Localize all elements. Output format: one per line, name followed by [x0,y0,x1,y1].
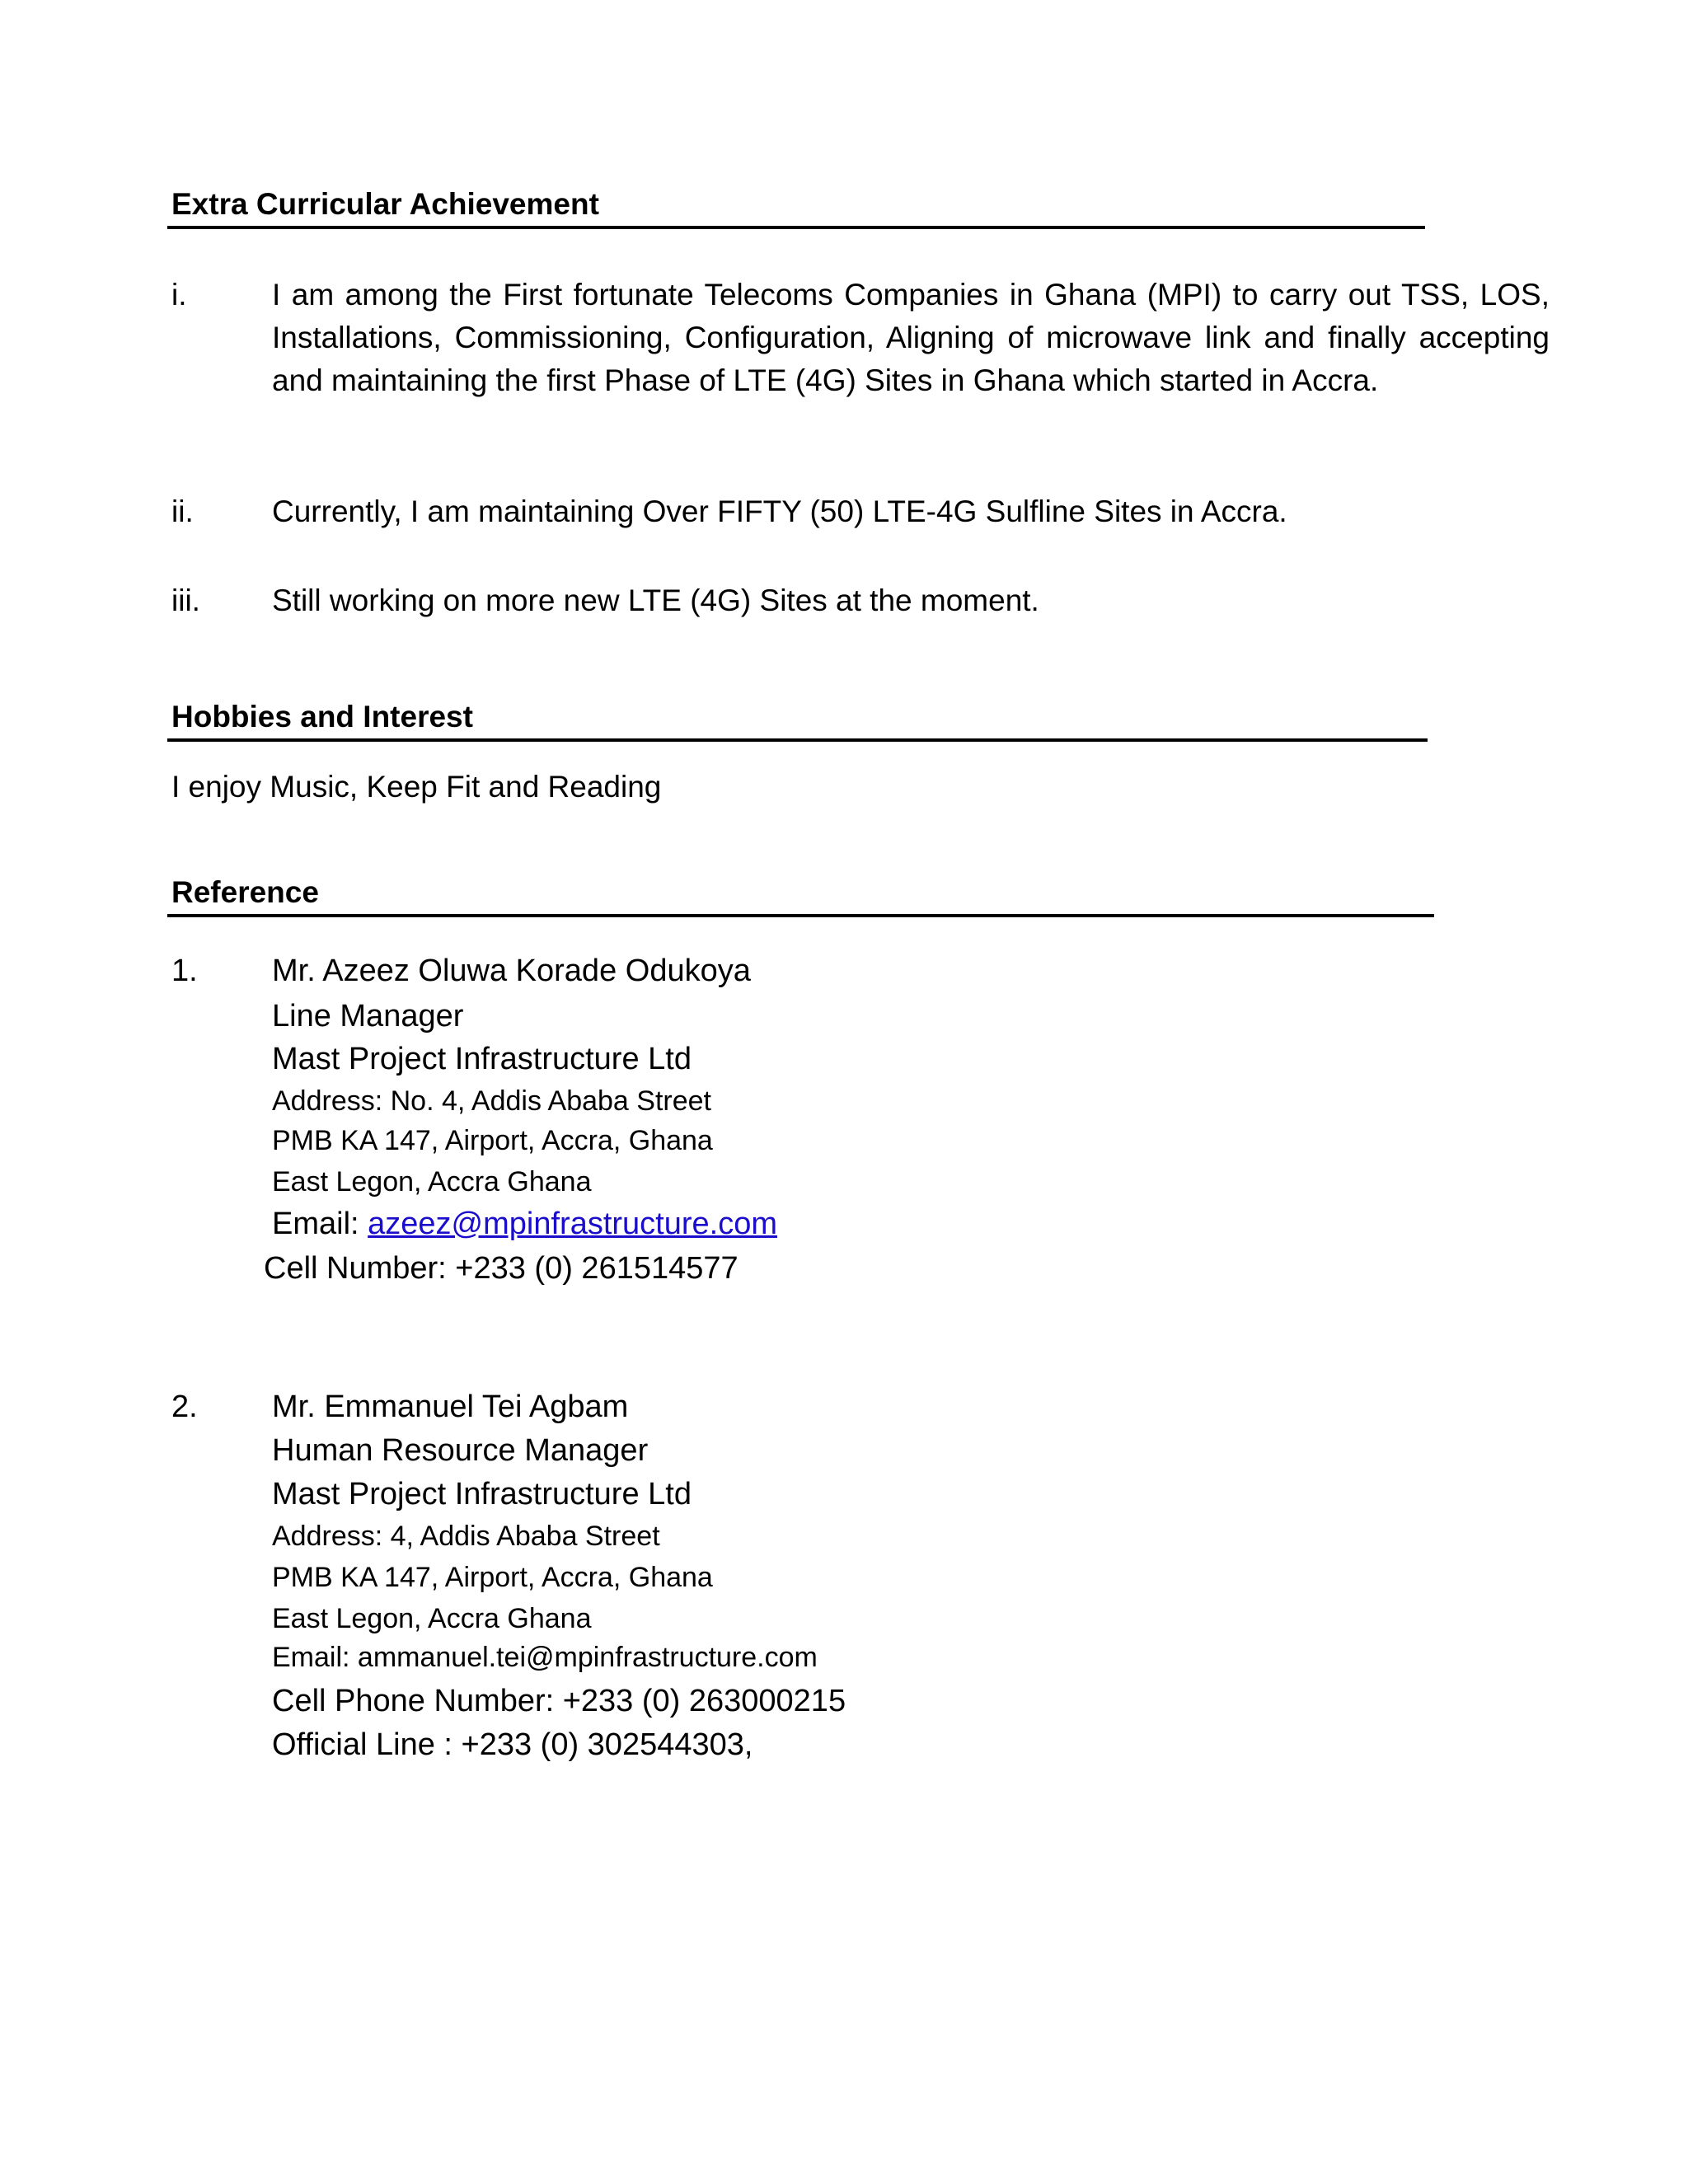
reference-2-phone: Cell Phone Number: +233 (0) 263000215 [272,1684,846,1718]
reference-1-name: Mr. Azeez Oluwa Korade Odukoya [272,954,751,988]
hobbies-rule [167,738,1428,742]
reference-marker-1: 1. [171,954,198,988]
reference-1-phone: Cell Number: +233 (0) 261514577 [264,1251,738,1286]
reference-1-title: Line Manager [272,999,464,1033]
reference-2-company: Mast Project Infrastructure Ltd [272,1477,692,1511]
reference-2-address2: PMB KA 147, Airport, Accra, Ghana [272,1562,713,1593]
reference-1-email-label: Email: [272,1207,368,1241]
achievement-marker-1: i. [171,278,187,312]
achievement-text-2: Currently, I am maintaining Over FIFTY (50) LTE-4G Sulfline Sites in Accra. [272,494,1287,528]
reference-2-address3: East Legon, Accra Ghana [272,1603,592,1634]
reference-2-title: Human Resource Manager [272,1433,649,1468]
reference-marker-2: 2. [171,1390,198,1424]
reference-1-address2: PMB KA 147, Airport, Accra, Ghana [272,1125,713,1156]
reference-1-email-link[interactable]: azeez@mpinfrastructure.com [368,1207,777,1241]
achievement-marker-3: iii. [171,583,200,617]
reference-rule [167,914,1434,917]
reference-1-address3: East Legon, Accra Ghana [272,1166,592,1197]
hobbies-text: I enjoy Music, Keep Fit and Reading [171,770,662,804]
achievement-text-3: Still working on more new LTE (4G) Sites at the moment. [272,583,1039,617]
reference-2-address1: Address: 4, Addis Ababa Street [272,1521,660,1552]
extracurricular-heading: Extra Curricular Achievement [171,187,599,221]
achievement-text-1: I am among the First fortunate Telecoms Companies in Ghana (MPI) to carry out TSS, LOS, Installations, Commissioning, Configuration, Aligning of microwave link and finally accepting and maintaining the first Phase of LTE (4G) Sites in Ghana which started in Accra. [272,278,1550,397]
reference-1-company: Mast Project Infrastructure Ltd [272,1042,692,1076]
reference-2-official-line: Official Line : +233 (0) 302544303, [272,1727,753,1762]
hobbies-heading: Hobbies and Interest [171,700,473,733]
achievement-marker-2: ii. [171,494,194,528]
reference-2-email: Email: ammanuel.tei@mpinfrastructure.com [272,1642,818,1673]
reference-1-email-line [272,1205,777,1243]
reference-2-name: Mr. Emmanuel Tei Agbam [272,1390,629,1424]
extracurricular-rule [167,226,1425,229]
reference-1-address1: Address: No. 4, Addis Ababa Street [272,1085,711,1117]
reference-heading: Reference [171,875,319,909]
